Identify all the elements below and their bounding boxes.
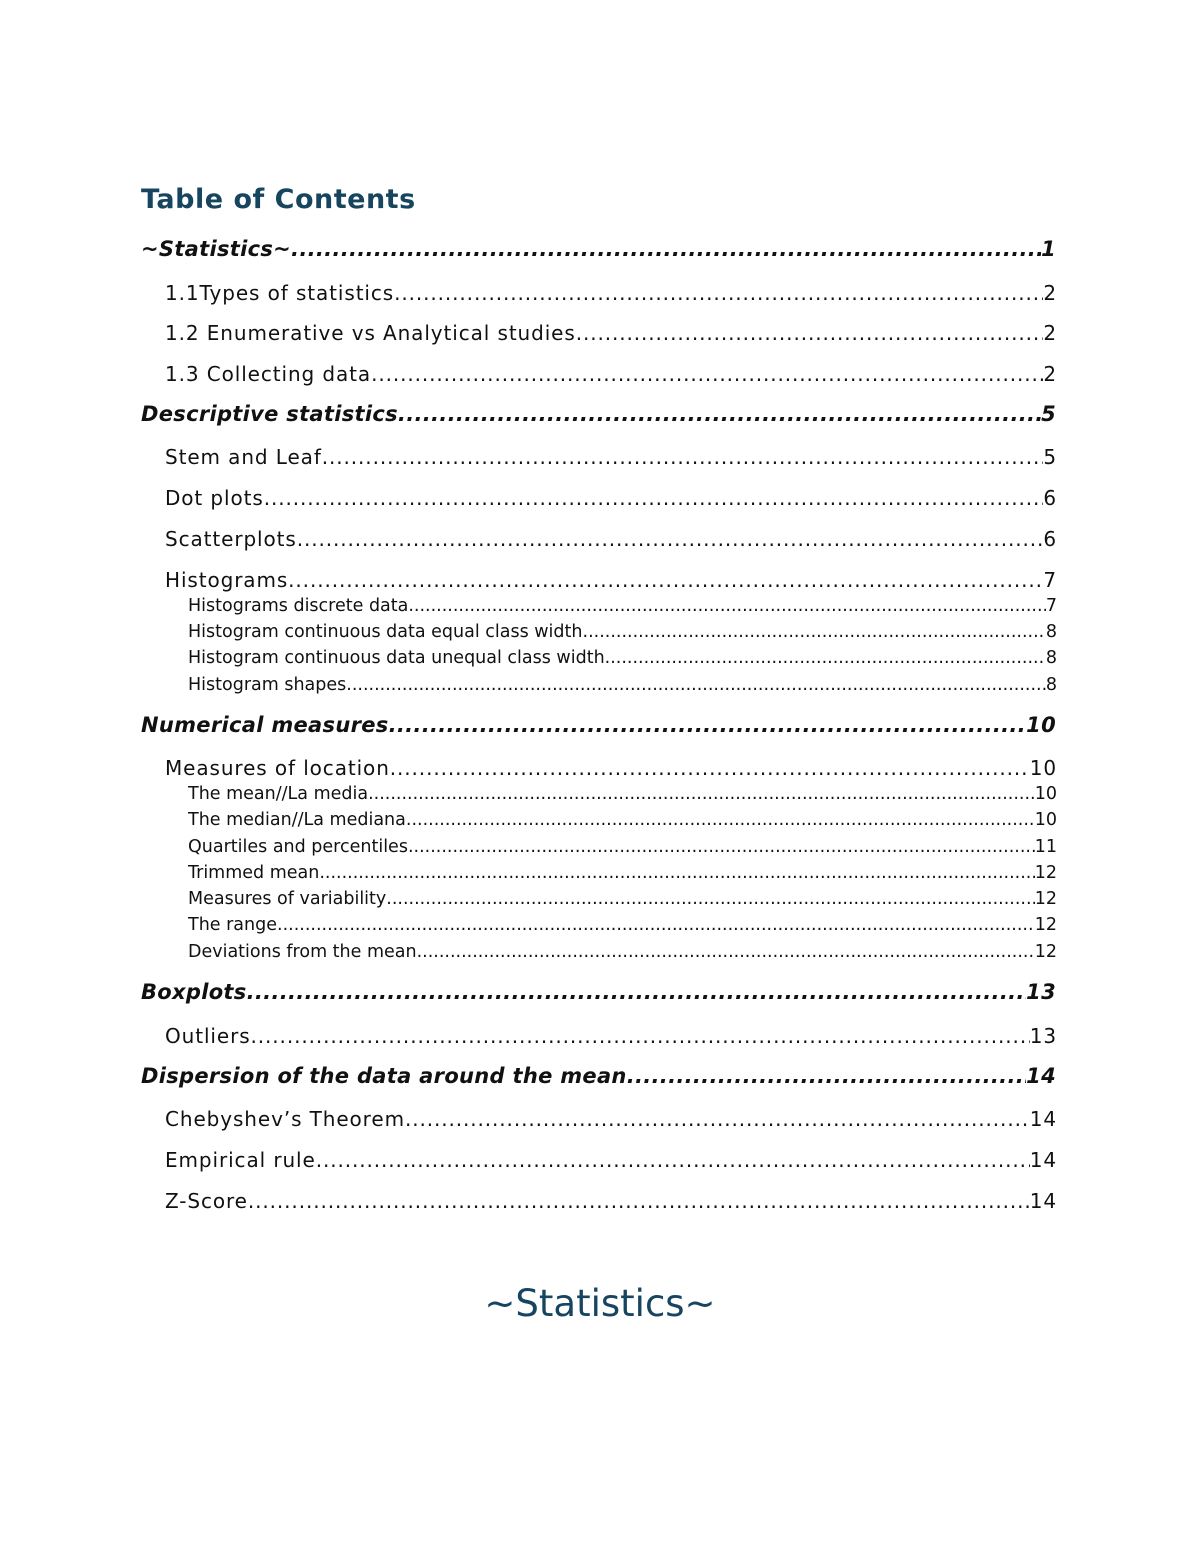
toc-entry-label: Deviations from the mean: [188, 942, 417, 962]
toc-entry-page: 14: [1029, 1148, 1057, 1172]
section-heading: ~Statistics~: [484, 1282, 716, 1325]
toc-entry-page: 13: [1026, 980, 1056, 1004]
dot-leader: [316, 1148, 1030, 1172]
dot-leader: [371, 362, 1043, 386]
toc-entry-page: 5: [1041, 402, 1056, 426]
toc-entry-page: 7: [1045, 596, 1057, 616]
toc-entry-label: Histogram shapes: [188, 675, 347, 695]
toc-entry-outliers[interactable]: [165, 1024, 1057, 1048]
toc-entry-descriptive-statistics[interactable]: [141, 402, 1056, 426]
dot-leader: [605, 648, 1046, 668]
dot-leader: [319, 863, 1034, 883]
toc-entry-label: Measures of location: [165, 756, 390, 780]
dot-leader: [583, 622, 1046, 642]
toc-entry-boxplots[interactable]: [141, 980, 1056, 1004]
toc-entry-label: 1.3 Collecting data: [165, 362, 372, 386]
toc-entry-chebyshev[interactable]: [165, 1107, 1057, 1131]
toc-entry-page: 13: [1029, 1024, 1057, 1048]
dot-leader: [277, 915, 1035, 935]
dot-leader: [394, 281, 1043, 305]
toc-entry-label: 1.1Types of statistics: [165, 281, 395, 305]
toc-entry-histogram-equal-width[interactable]: [188, 622, 1057, 642]
toc-entry-label: Outliers: [165, 1024, 251, 1048]
toc-entry-collecting-data[interactable]: [165, 362, 1057, 386]
toc-entry-page: 14: [1029, 1189, 1057, 1213]
toc-entry-scatterplots[interactable]: [165, 527, 1057, 551]
toc-entry-page: 14: [1029, 1107, 1057, 1131]
toc-entry-page: 7: [1043, 568, 1057, 592]
toc-entry-label: 1.2 Enumerative vs Analytical studies: [165, 321, 576, 345]
toc-entry-z-score[interactable]: [165, 1189, 1057, 1213]
toc-entry-label: Histogram continuous data equal class width: [188, 622, 583, 642]
toc-entry-label: Dot plots: [165, 486, 264, 510]
toc-entry-page: 8: [1045, 648, 1057, 668]
toc-entry-page: 11: [1034, 837, 1057, 857]
dot-leader: [322, 445, 1044, 469]
dot-leader: [408, 837, 1035, 857]
toc-entry-label: Dispersion of the data around the mean: [141, 1064, 627, 1088]
toc-entry-label: Stem and Leaf: [165, 445, 322, 469]
toc-entry-label: Measures of variability: [188, 889, 387, 909]
toc-entry-label: Trimmed mean: [188, 863, 320, 883]
dot-leader: [417, 942, 1035, 962]
dot-leader: [405, 1107, 1030, 1131]
toc-entry-page: 5: [1043, 445, 1057, 469]
toc-entry-page: 2: [1043, 362, 1057, 386]
toc-entry-label: The mean//La media: [188, 784, 369, 804]
toc-entry-page: 12: [1034, 863, 1057, 883]
toc-entry-page: 10: [1029, 756, 1057, 780]
dot-leader: [346, 675, 1046, 695]
toc-entry-measures-of-variability[interactable]: [188, 889, 1057, 909]
toc-entry-the-range[interactable]: [188, 915, 1057, 935]
dot-leader: [576, 321, 1044, 345]
toc-entry-label: Histograms discrete data: [188, 596, 409, 616]
toc-entry-deviations-from-mean[interactable]: [188, 942, 1057, 962]
toc-entry-dot-plots[interactable]: [165, 486, 1057, 510]
toc-entry-histograms-discrete[interactable]: [188, 596, 1057, 616]
toc-entry-the-median[interactable]: [188, 810, 1057, 830]
toc-entry-histogram-shapes[interactable]: [188, 675, 1057, 695]
toc-entry-page: 14: [1026, 1064, 1056, 1088]
dot-leader: [627, 1064, 1026, 1088]
dot-leader: [251, 1024, 1030, 1048]
dot-leader: [248, 1189, 1030, 1213]
toc-entry-page: 2: [1043, 281, 1057, 305]
dot-leader: [408, 596, 1046, 616]
toc-entry-page: 6: [1043, 486, 1057, 510]
toc-entry-histogram-unequal-width[interactable]: [188, 648, 1057, 668]
toc-entry-label: ~Statistics~: [141, 237, 292, 261]
toc-entry-empirical-rule[interactable]: [165, 1148, 1057, 1172]
toc-entry-label: Empirical rule: [165, 1148, 316, 1172]
dot-leader: [406, 810, 1035, 830]
dot-leader: [264, 486, 1044, 510]
toc-title: Table of Contents: [141, 184, 416, 215]
toc-entry-page: 10: [1034, 784, 1057, 804]
toc-entry-histograms[interactable]: [165, 568, 1057, 592]
toc-entry-page: 6: [1043, 527, 1057, 551]
toc-entry-label: Z-Score: [165, 1189, 248, 1213]
dot-leader: [368, 784, 1035, 804]
toc-entry-page: 8: [1045, 675, 1057, 695]
toc-entry-dispersion[interactable]: [141, 1064, 1056, 1088]
toc-entry-page: 1: [1041, 237, 1056, 261]
toc-entry-label: Boxplots: [141, 980, 247, 1004]
toc-entry-label: Chebyshev’s Theorem: [165, 1107, 405, 1131]
dot-leader: [247, 980, 1027, 1004]
toc-entry-label: The median//La mediana: [188, 810, 406, 830]
dot-leader: [291, 237, 1041, 261]
toc-entry-label: Quartiles and percentiles: [188, 837, 408, 857]
toc-entry-label: Numerical measures: [141, 713, 389, 737]
toc-entry-page: 12: [1034, 915, 1057, 935]
dot-leader: [386, 889, 1034, 909]
toc-entry-label: Histogram continuous data unequal class width: [188, 648, 605, 668]
toc-entry-label: Descriptive statistics: [141, 402, 398, 426]
toc-entry-types-of-statistics[interactable]: [165, 281, 1057, 305]
toc-entry-page: 2: [1043, 321, 1057, 345]
toc-entry-label: The range: [188, 915, 277, 935]
toc-entry-label: Scatterplots: [165, 527, 297, 551]
toc-entry-stem-and-leaf[interactable]: [165, 445, 1057, 469]
dot-leader: [390, 756, 1030, 780]
toc-entry-page: 12: [1034, 942, 1057, 962]
toc-entry-page: 12: [1034, 889, 1057, 909]
toc-entry-statistics[interactable]: [141, 237, 1056, 261]
toc-entry-numerical-measures[interactable]: [141, 713, 1056, 737]
toc-entry-page: 10: [1026, 713, 1056, 737]
dot-leader: [297, 527, 1044, 551]
toc-entry-enumerative-vs-analytical[interactable]: [165, 321, 1057, 345]
toc-entry-page: 10: [1034, 810, 1057, 830]
toc-entry-measures-of-location[interactable]: [165, 756, 1057, 780]
toc-entry-label: Histograms: [165, 568, 289, 592]
dot-leader: [288, 568, 1043, 592]
toc-entry-trimmed-mean[interactable]: [188, 863, 1057, 883]
dot-leader: [398, 402, 1041, 426]
toc-entry-quartiles-percentiles[interactable]: [188, 837, 1057, 857]
dot-leader: [389, 713, 1027, 737]
toc-entry-the-mean[interactable]: [188, 784, 1057, 804]
toc-entry-page: 8: [1045, 622, 1057, 642]
